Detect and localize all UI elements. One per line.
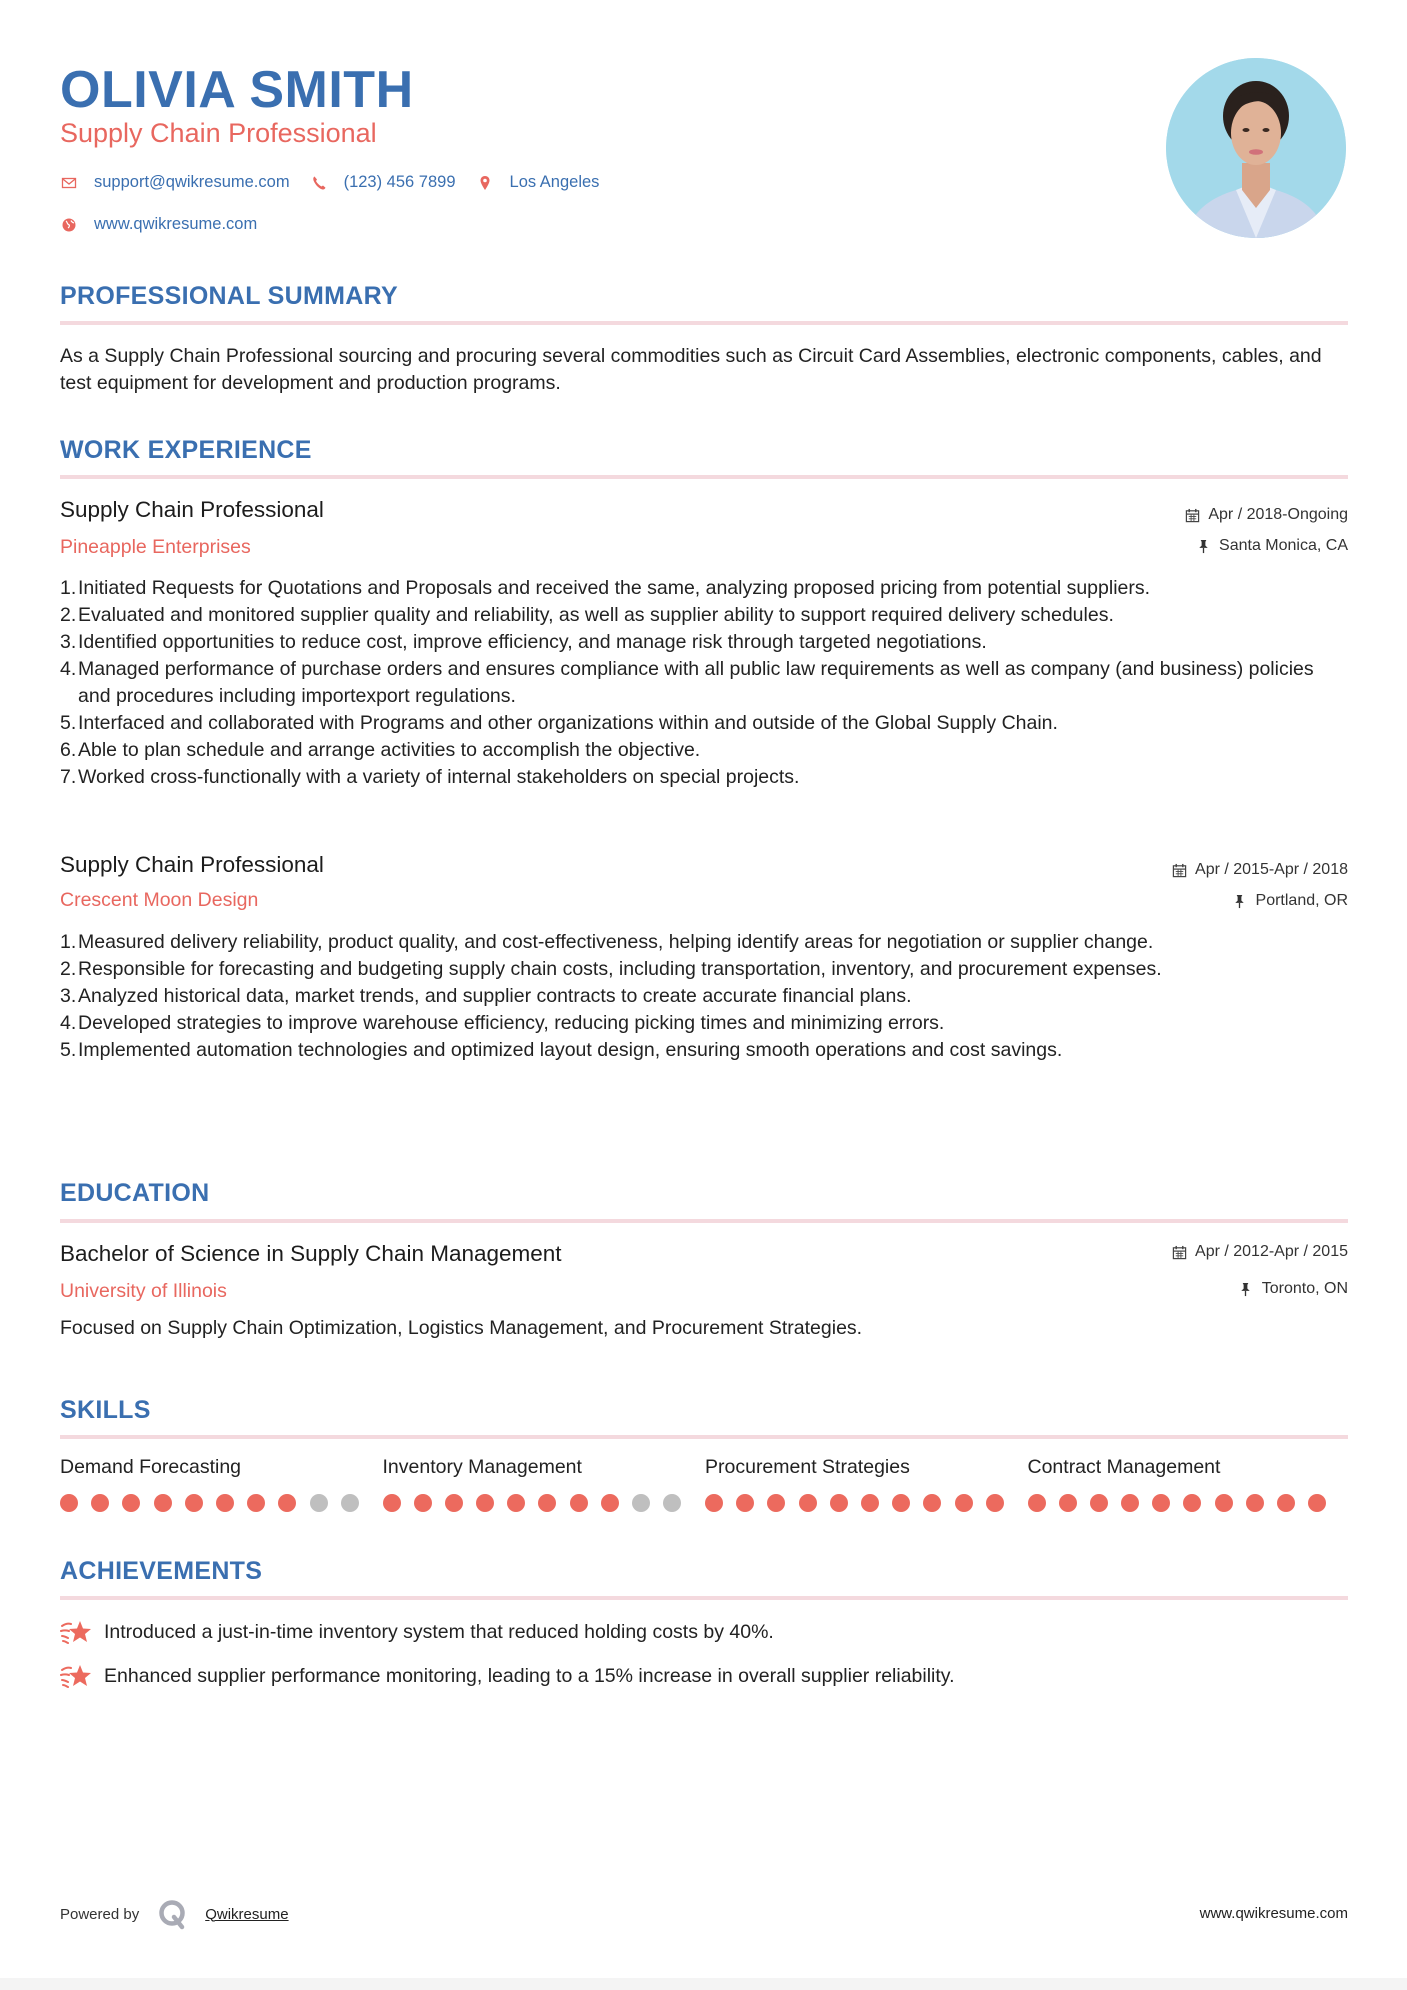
rating-dot-empty xyxy=(632,1494,650,1512)
list-item: 3. Analyzed historical data, market trends, and supplier contracts to create accurate financial plans. xyxy=(60,985,912,1007)
contact-website[interactable]: www.qwikresume.com xyxy=(94,215,258,233)
skill-label: Procurement Strategies xyxy=(705,1456,910,1478)
list-item: 1. Measured delivery reliability, product quality, and cost-effectiveness, helping identify areas for negotiation or supplier change. xyxy=(60,931,1154,953)
qwikresume-link[interactable]: Qwikresume xyxy=(205,1905,289,1923)
rating-dot-filled xyxy=(986,1494,1004,1512)
rating-dot-filled xyxy=(570,1494,588,1512)
contact-email[interactable]: support@qwikresume.com xyxy=(94,173,290,191)
achievement-text: Enhanced supplier performance monitoring, leading to a 15% increase in overall supplier reliability. xyxy=(104,1664,955,1687)
shooting-star-icon xyxy=(60,1617,92,1647)
map-pin-icon xyxy=(476,174,494,192)
footer-website-link[interactable]: www.qwikresume.com xyxy=(1199,1905,1348,1922)
skill-item xyxy=(60,1456,383,1512)
skill-item xyxy=(1028,1456,1351,1512)
rating-dot-filled xyxy=(736,1494,754,1512)
skill-item xyxy=(383,1456,706,1512)
calendar-icon xyxy=(1171,1244,1187,1260)
degree-title: Bachelor of Science in Supply Chain Management xyxy=(60,1241,562,1266)
rating-dot-filled xyxy=(1152,1494,1170,1512)
company-name: Pineapple Enterprises xyxy=(60,536,251,558)
job-title: Supply Chain Professional xyxy=(60,852,324,877)
globe-icon xyxy=(60,216,78,234)
job-dates xyxy=(1171,861,1348,879)
education-location xyxy=(1238,1280,1348,1298)
rating-dot-filled xyxy=(60,1494,78,1512)
rating-dot-filled xyxy=(122,1494,140,1512)
rating-dot-filled xyxy=(861,1494,879,1512)
contact-row-2 xyxy=(60,215,257,234)
rating-dot-filled xyxy=(923,1494,941,1512)
rating-dot-empty xyxy=(663,1494,681,1512)
skill-rating xyxy=(60,1494,383,1512)
job-dates-text: Apr / 2018-Ongoing xyxy=(1208,506,1348,523)
job-location-text: Portland, OR xyxy=(1255,892,1348,909)
rating-dot-filled xyxy=(767,1494,785,1512)
section-divider xyxy=(60,1596,1348,1600)
section-divider xyxy=(60,1435,1348,1439)
skill-rating xyxy=(383,1494,706,1512)
rating-dot-filled xyxy=(507,1494,525,1512)
rating-dot-filled xyxy=(1183,1494,1201,1512)
shooting-star-icon xyxy=(60,1661,92,1691)
job-location xyxy=(1232,892,1348,910)
rating-dot-filled xyxy=(445,1494,463,1512)
skill-rating xyxy=(1028,1494,1351,1512)
calendar-icon xyxy=(1184,507,1200,523)
skill-label: Demand Forecasting xyxy=(60,1456,242,1478)
achievement-item xyxy=(60,1617,774,1647)
skill-label: Contract Management xyxy=(1027,1456,1221,1478)
section-divider xyxy=(60,321,1348,325)
section-divider xyxy=(60,475,1348,479)
list-item: 7. Worked cross-functionally with a variety of internal stakeholders on special projects. xyxy=(60,766,800,788)
list-item: 4. Managed performance of purchase orders and ensures compliance with all public law requirements as well as company (and business) policies and procedures including importexport regulations. xyxy=(60,658,1314,707)
phone-icon xyxy=(310,174,328,192)
summary-text: As a Supply Chain Professional sourcing and procuring several commodities such as Circuit Card Assemblies, electronic components, cables, and test equipment for development and production programs. xyxy=(60,345,1322,394)
job-responsibilities xyxy=(60,575,1350,791)
rating-dot-filled xyxy=(830,1494,848,1512)
education-dates-text: Apr / 2012-Apr / 2015 xyxy=(1195,1243,1348,1260)
rating-dot-filled xyxy=(1308,1494,1326,1512)
page-bottom-edge xyxy=(0,1978,1407,1990)
contact-location: Los Angeles xyxy=(509,173,600,191)
rating-dot-filled xyxy=(1028,1494,1046,1512)
list-item: 1. Initiated Requests for Quotations and Proposals and received the same, analyzing proposed pricing from potential suppliers. xyxy=(60,577,1151,599)
rating-dot-filled xyxy=(1246,1494,1264,1512)
job-responsibilities xyxy=(60,929,1350,1064)
rating-dot-empty xyxy=(310,1494,328,1512)
list-item: 6. Able to plan schedule and arrange activities to accomplish the objective. xyxy=(60,739,701,761)
rating-dot-filled xyxy=(705,1494,723,1512)
section-title-summary: PROFESSIONAL SUMMARY xyxy=(60,282,398,310)
list-item: 5. Interfaced and collaborated with Programs and other organizations within and outside of the Global Supply Chain. xyxy=(60,712,1058,734)
rating-dot-filled xyxy=(414,1494,432,1512)
rating-dot-filled xyxy=(91,1494,109,1512)
section-title-education: EDUCATION xyxy=(60,1179,210,1207)
rating-dot-filled xyxy=(538,1494,556,1512)
rating-dot-filled xyxy=(247,1494,265,1512)
rating-dot-filled xyxy=(278,1494,296,1512)
rating-dot-empty xyxy=(341,1494,359,1512)
rating-dot-filled xyxy=(892,1494,910,1512)
rating-dot-filled xyxy=(955,1494,973,1512)
rating-dot-filled xyxy=(383,1494,401,1512)
rating-dot-filled xyxy=(216,1494,234,1512)
achievement-item xyxy=(60,1661,955,1691)
qwikresume-logo-icon xyxy=(157,1898,189,1930)
job-title: Supply Chain Professional xyxy=(60,497,324,522)
powered-by-label: Powered by xyxy=(60,1905,140,1923)
candidate-name: OLIVIA SMITH xyxy=(60,61,414,119)
job-location-text: Santa Monica, CA xyxy=(1219,537,1348,554)
rating-dot-filled xyxy=(1215,1494,1233,1512)
pushpin-icon xyxy=(1238,1281,1254,1297)
section-title-achievements: ACHIEVEMENTS xyxy=(60,1557,263,1585)
rating-dot-filled xyxy=(1059,1494,1077,1512)
list-item: 2. Evaluated and monitored supplier quality and reliability, as well as supplier ability to support required delivery schedules. xyxy=(60,604,1114,626)
envelope-icon xyxy=(60,174,78,192)
list-item: 5. Implemented automation technologies and optimized layout design, ensuring smooth operations and cost savings. xyxy=(60,1039,1063,1061)
rating-dot-filled xyxy=(1090,1494,1108,1512)
skill-item xyxy=(705,1456,1028,1512)
rating-dot-filled xyxy=(476,1494,494,1512)
pushpin-icon xyxy=(1195,538,1211,554)
section-divider xyxy=(60,1219,1348,1223)
contact-phone[interactable]: (123) 456 7899 xyxy=(343,173,456,191)
education-location-text: Toronto, ON xyxy=(1261,1280,1348,1297)
skills-grid xyxy=(60,1456,1350,1512)
rating-dot-filled xyxy=(601,1494,619,1512)
rating-dot-filled xyxy=(799,1494,817,1512)
list-item: 4. Developed strategies to improve warehouse efficiency, reducing picking times and minimizing errors. xyxy=(60,1012,945,1034)
education-description: Focused on Supply Chain Optimization, Logistics Management, and Procurement Strategies. xyxy=(60,1317,863,1339)
section-title-experience: WORK EXPERIENCE xyxy=(60,436,312,464)
section-title-skills: SKILLS xyxy=(60,1396,151,1424)
list-item: 3. Identified opportunities to reduce cost, improve efficiency, and manage risk through targeted negotiations. xyxy=(60,631,987,653)
company-name: Crescent Moon Design xyxy=(60,889,259,911)
rating-dot-filled xyxy=(1277,1494,1295,1512)
job-dates xyxy=(1184,506,1348,524)
school-name: University of Illinois xyxy=(60,1280,227,1302)
list-item: 2. Responsible for forecasting and budgeting supply chain costs, including transportation, inventory, and procurement expenses. xyxy=(60,958,1162,980)
job-dates-text: Apr / 2015-Apr / 2018 xyxy=(1195,861,1348,878)
calendar-icon xyxy=(1171,862,1187,878)
rating-dot-filled xyxy=(1121,1494,1139,1512)
skill-label: Inventory Management xyxy=(382,1456,582,1478)
contact-row-1 xyxy=(60,173,599,192)
footer-powered-by xyxy=(60,1898,289,1930)
skill-rating xyxy=(705,1494,1028,1512)
achievement-text: Introduced a just-in-time inventory system that reduced holding costs by 40%. xyxy=(104,1620,774,1643)
candidate-title: Supply Chain Professional xyxy=(60,118,377,148)
profile-photo xyxy=(1166,58,1346,238)
education-dates xyxy=(1171,1243,1348,1261)
rating-dot-filled xyxy=(154,1494,172,1512)
job-location xyxy=(1195,537,1348,555)
rating-dot-filled xyxy=(185,1494,203,1512)
pushpin-icon xyxy=(1232,893,1248,909)
